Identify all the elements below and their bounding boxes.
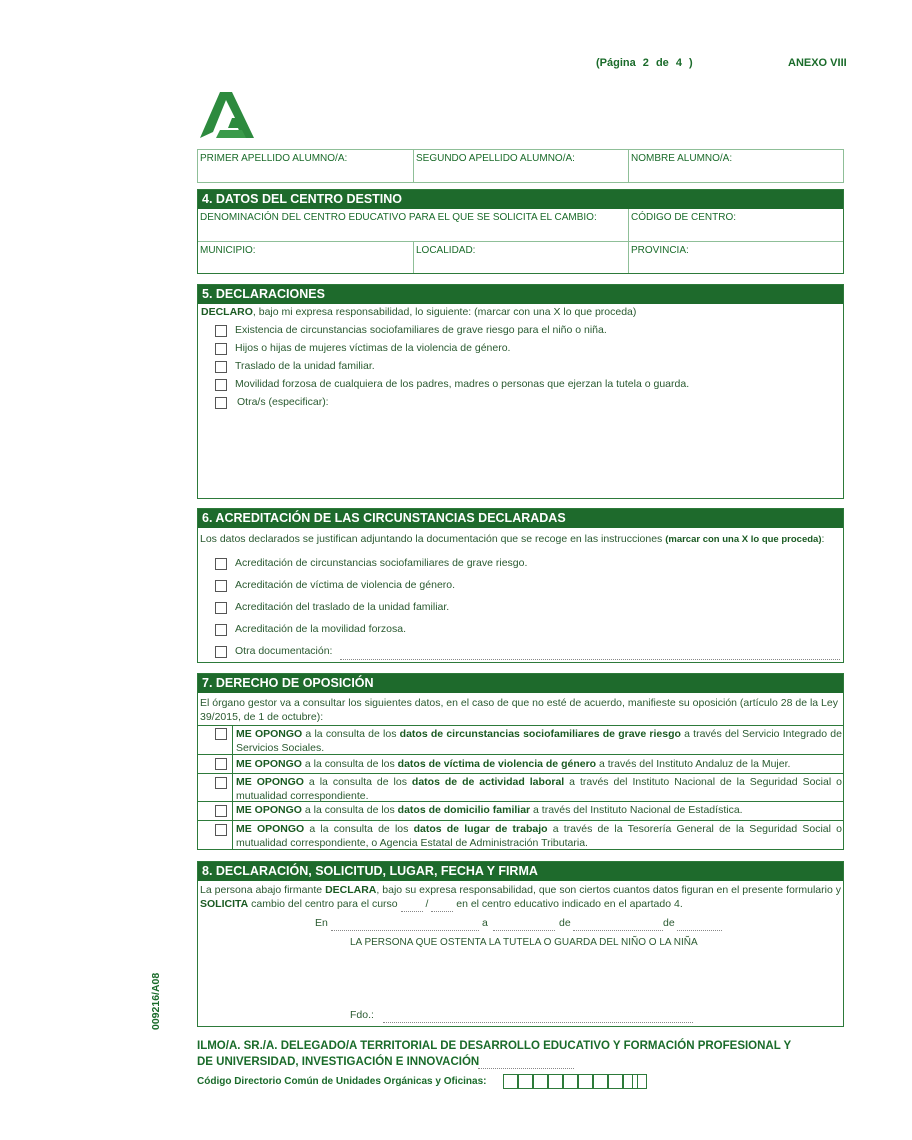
opposition-checkbox[interactable] bbox=[215, 728, 227, 740]
code-digit-box[interactable] bbox=[533, 1074, 548, 1089]
declaration-checkbox[interactable] bbox=[215, 325, 227, 337]
accreditation-checkbox[interactable] bbox=[215, 602, 227, 614]
declaration-checkbox[interactable] bbox=[215, 361, 227, 373]
year-label: de bbox=[663, 917, 675, 929]
annex-label: ANEXO VIII bbox=[788, 57, 847, 69]
declaration-label: Hijos o hijas de mujeres víctimas de la violencia de género. bbox=[235, 342, 511, 354]
directory-code-label: Código Directorio Común de Unidades Orgánicas y Oficinas: bbox=[197, 1076, 487, 1087]
place-field[interactable] bbox=[331, 930, 479, 931]
section-8-title: 8. DECLARACIÓN, SOLICITUD, LUGAR, FECHA Y FIRMA bbox=[198, 862, 843, 881]
student-name-field[interactable]: NOMBRE ALUMNO/A: bbox=[631, 153, 733, 164]
recipient-title-line1: ILMO/A. SR./A. DELEGADO/A TERRITORIAL DE DESARROLLO EDUCATIVO Y FORMACIÓN PROFESIONAL Y bbox=[197, 1040, 792, 1052]
other-documentation-field[interactable] bbox=[340, 659, 840, 660]
recipient-title-line2: DE UNIVERSIDAD, INVESTIGACIÓN E INNOVACIÓN bbox=[197, 1056, 480, 1068]
course-year-end-field[interactable] bbox=[431, 897, 453, 912]
accreditation-checkbox[interactable] bbox=[215, 624, 227, 636]
declaration-label: Existencia de circunstancias sociofamiliares de grave riesgo para el niño o niña. bbox=[235, 324, 607, 336]
code-digit-box[interactable] bbox=[563, 1074, 578, 1089]
declaration-checkbox[interactable] bbox=[215, 397, 227, 409]
section-7-opposition bbox=[197, 673, 844, 850]
code-digit-box[interactable] bbox=[518, 1074, 533, 1089]
day-field[interactable] bbox=[493, 930, 555, 931]
opposition-checkbox[interactable] bbox=[215, 824, 227, 836]
month-label: de bbox=[559, 917, 571, 929]
section-8-declaration: La persona abajo firmante DECLARA, bajo su expresa responsabilidad, que son ciertos cuantos datos figuran en el presente formulario y SOLICITA cambio del centro para el curso / en el centro educativo indicado en el apartado 4. bbox=[200, 884, 841, 910]
opposition-row: ME OPONGO a la consulta de los datos de domicilio familiar a través del Instituto Nacional de Estadística. bbox=[236, 804, 743, 816]
center-code-field[interactable]: CÓDIGO DE CENTRO: bbox=[631, 212, 737, 223]
opposition-row: ME OPONGO a la consulta de los datos de de actividad laboral a través del Instituto Nacional de la Seguridad Social o mutualidad correspondiente. bbox=[236, 776, 842, 802]
accreditation-checkbox[interactable] bbox=[215, 580, 227, 592]
declaration-label: Movilidad forzosa de cualquiera de los padres, madres o personas que ejerzan la tutela o guarda. bbox=[235, 378, 690, 390]
declaration-label: Traslado de la unidad familiar. bbox=[235, 360, 375, 372]
accreditation-label: Acreditación de la movilidad forzosa. bbox=[235, 623, 407, 635]
province-field[interactable]: PROVINCIA: bbox=[631, 245, 689, 256]
accreditation-label: Otra documentación: bbox=[235, 645, 333, 657]
section-7-title: 7. DERECHO DE OPOSICIÓN bbox=[198, 674, 843, 693]
course-year-start-field[interactable] bbox=[401, 897, 423, 912]
section-5-intro: DECLARO, bajo mi expresa responsabilidad, lo siguiente: (marcar con una X lo que proceda) bbox=[201, 306, 637, 318]
day-label: a bbox=[482, 917, 488, 929]
locality-field[interactable]: LOCALIDAD: bbox=[416, 245, 476, 256]
opposition-row: ME OPONGO a la consulta de los datos de circunstancias sociofamiliares de grave riesgo a través del Servicio Integrado de Servicios Sociales. bbox=[236, 728, 842, 754]
code-digit-box[interactable] bbox=[593, 1074, 608, 1089]
page-indicator: (Página 2 de 4 ) bbox=[596, 57, 693, 69]
opposition-row: ME OPONGO a la consulta de los datos de lugar de trabajo a través de la Tesorería General de la Seguridad Social o mutualidad correspondiente, o Agencia Estatal de Administración Tributaria. bbox=[236, 823, 842, 849]
code-digit-box[interactable] bbox=[548, 1074, 563, 1089]
code-digit-box[interactable] bbox=[503, 1074, 518, 1089]
opposition-row: ME OPONGO a la consulta de los datos de víctima de violencia de género a través del Instituto Andaluz de la Mujer. bbox=[236, 758, 791, 770]
signature-field[interactable] bbox=[383, 1022, 693, 1023]
section-8-signature bbox=[197, 861, 844, 1027]
section-6-intro: Los datos declarados se justifican adjuntando la documentación que se recoge en las instrucciones (marcar con una X lo que proceda): bbox=[200, 533, 825, 545]
second-surname-field[interactable]: SEGUNDO APELLIDO ALUMNO/A: bbox=[416, 153, 575, 164]
accreditation-label: Acreditación de circunstancias sociofamiliares de grave riesgo. bbox=[235, 557, 528, 569]
section-6-accreditation bbox=[197, 508, 844, 663]
center-name-field[interactable]: DENOMINACIÓN DEL CENTRO EDUCATIVO PARA EL QUE SE SOLICITA EL CAMBIO: bbox=[200, 212, 597, 223]
accreditation-checkbox[interactable] bbox=[215, 646, 227, 658]
code-digit-box[interactable] bbox=[608, 1074, 623, 1089]
year-field[interactable] bbox=[677, 930, 722, 931]
place-label: En bbox=[315, 917, 328, 929]
declaration-label: Otra/s (especificar): bbox=[237, 396, 329, 408]
section-5-declarations bbox=[197, 284, 844, 499]
month-field[interactable] bbox=[573, 930, 663, 931]
section-4-destination-center bbox=[197, 189, 844, 274]
accreditation-checkbox[interactable] bbox=[215, 558, 227, 570]
declaration-checkbox[interactable] bbox=[215, 379, 227, 391]
recipient-extra-field[interactable] bbox=[478, 1068, 574, 1069]
code-digit-box[interactable] bbox=[632, 1074, 647, 1089]
opposition-checkbox[interactable] bbox=[215, 805, 227, 817]
opposition-checkbox[interactable] bbox=[215, 758, 227, 770]
declaration-checkbox[interactable] bbox=[215, 343, 227, 355]
code-digit-box[interactable] bbox=[578, 1074, 593, 1089]
section-6-title: 6. ACREDITACIÓN DE LAS CIRCUNSTANCIAS DECLARADAS bbox=[198, 509, 843, 528]
signature-label: Fdo.: bbox=[350, 1009, 374, 1021]
junta-andalucia-logo bbox=[198, 88, 256, 140]
municipality-field[interactable]: MUNICIPIO: bbox=[200, 245, 256, 256]
section-5-title: 5. DECLARACIONES bbox=[198, 285, 843, 304]
opposition-checkbox[interactable] bbox=[215, 777, 227, 789]
section-7-intro: El órgano gestor va a consultar los siguientes datos, en el caso de que no esté de acuerdo, manifieste su oposición (artículo 28 de la Ley 39/2015, de 1 de octubre): bbox=[200, 697, 838, 723]
form-code: 009216/A08 bbox=[150, 972, 162, 1030]
first-surname-field[interactable]: PRIMER APELLIDO ALUMNO/A: bbox=[200, 153, 348, 164]
guardian-label: LA PERSONA QUE OSTENTA LA TUTELA O GUARDA DEL NIÑO O LA NIÑA bbox=[350, 937, 698, 948]
student-names-box bbox=[197, 149, 844, 183]
section-4-title: 4. DATOS DEL CENTRO DESTINO bbox=[198, 190, 843, 209]
accreditation-label: Acreditación del traslado de la unidad familiar. bbox=[235, 601, 450, 613]
accreditation-label: Acreditación de víctima de violencia de género. bbox=[235, 579, 456, 591]
